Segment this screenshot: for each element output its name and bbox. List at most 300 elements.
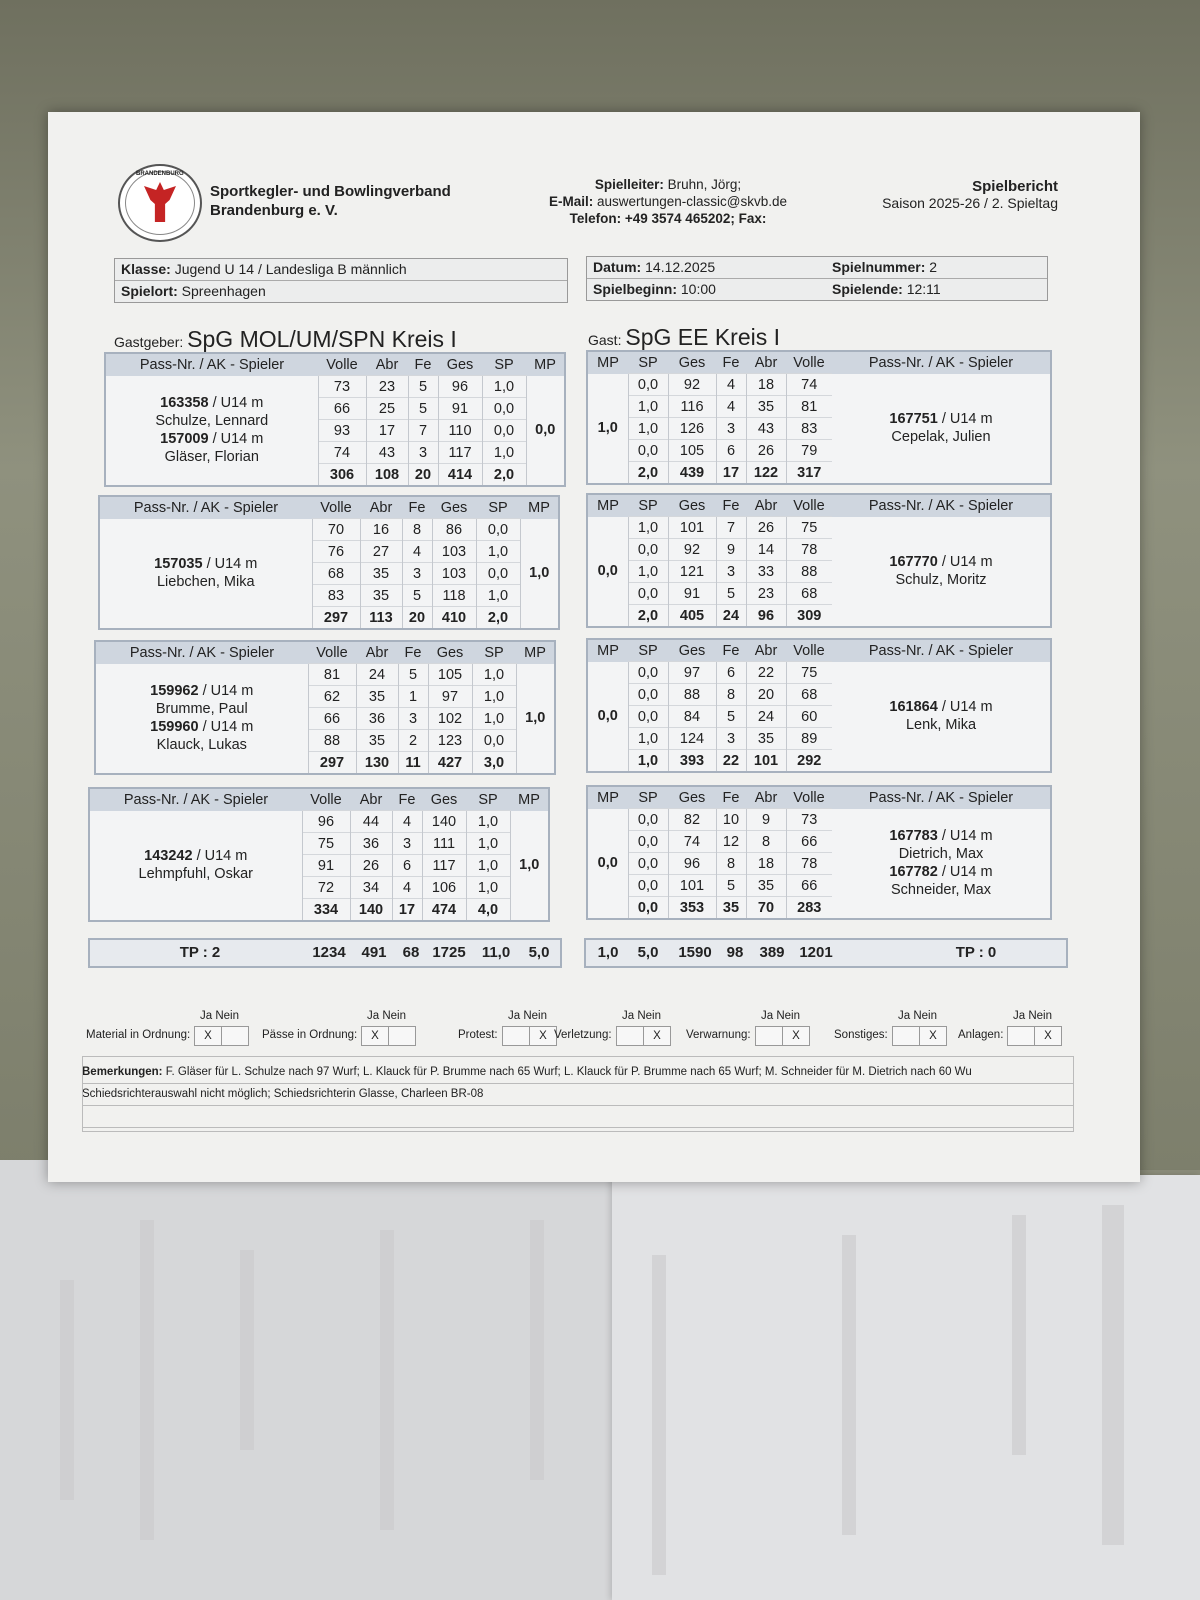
- column-header: Pass-Nr. / AK - Spieler: [832, 639, 1051, 662]
- score-cell: 101: [746, 750, 786, 773]
- score-cell: 130: [356, 752, 398, 775]
- column-header: Pass-Nr. / AK - Spieler: [832, 351, 1051, 374]
- score-cell: 88: [668, 684, 716, 706]
- ja-nein-header: Ja Nein: [898, 1010, 937, 1022]
- column-header: Ges: [432, 496, 476, 519]
- score-cell: 105: [668, 440, 716, 462]
- score-cell: 393: [668, 750, 716, 773]
- score-cell: 1: [398, 686, 428, 708]
- column-header: MP: [587, 786, 628, 809]
- score-cell: 35: [746, 875, 786, 897]
- score-cell: 103: [432, 541, 476, 563]
- column-header: SP: [482, 353, 526, 376]
- column-header: SP: [466, 788, 510, 811]
- score-cell: 102: [428, 708, 472, 730]
- column-header: MP: [526, 353, 565, 376]
- score-cell: 0,0: [482, 398, 526, 420]
- score-sheet: [48, 112, 1140, 1182]
- score-cell: 1,0: [628, 517, 668, 539]
- score-cell: 43: [366, 442, 408, 464]
- score-cell: 439: [668, 462, 716, 485]
- column-header: Abr: [360, 496, 402, 519]
- score-cell: 1,0: [472, 686, 516, 708]
- score-cell: 427: [428, 752, 472, 775]
- nein-checkbox[interactable]: X: [643, 1026, 671, 1046]
- score-cell: 5: [408, 398, 438, 420]
- player-line: Gläser, Florian: [164, 449, 259, 466]
- ja-nein-header: Ja Nein: [622, 1010, 661, 1022]
- pass-number: 159960: [150, 719, 199, 736]
- score-cell: 0,0: [476, 519, 520, 541]
- home-block-3: [94, 640, 556, 775]
- player-line: Lehmpfuhl, Oskar: [138, 866, 253, 883]
- score-cell: 35: [716, 897, 746, 920]
- score-cell: 68: [786, 583, 832, 605]
- score-row: [105, 376, 565, 398]
- score-cell: 116: [668, 396, 716, 418]
- score-cell: 20: [408, 464, 438, 487]
- score-cell: 5: [716, 875, 746, 897]
- score-cell: 70: [746, 897, 786, 920]
- score-cell: 1,0: [628, 728, 668, 750]
- score-cell: 92: [668, 539, 716, 561]
- guest-match-points: 1,0: [597, 420, 618, 437]
- score-cell: 5: [398, 664, 428, 686]
- score-cell: 2,0: [628, 462, 668, 485]
- score-row: [89, 811, 549, 833]
- score-cell: 283: [786, 897, 832, 920]
- ja-checkbox[interactable]: X: [361, 1026, 389, 1046]
- guest-players: [832, 374, 1051, 485]
- organization-name: Sportkegler- und Bowlingverband Brandenburg e. V.: [210, 183, 451, 219]
- score-cell: 353: [668, 897, 716, 920]
- score-cell: 66: [318, 398, 366, 420]
- guest-match-points: 0,0: [597, 855, 618, 872]
- column-header: Fe: [716, 786, 746, 809]
- player-line: 157009 / U14 m: [160, 431, 264, 448]
- ja-checkbox[interactable]: [892, 1026, 920, 1046]
- score-cell: 4: [716, 396, 746, 418]
- date-time-box: Datum: 14.12.2025 Spielnummer: 2 Spielbeginn: 10:00 Spielende: 12:11: [586, 256, 1048, 301]
- score-cell: 78: [786, 539, 832, 561]
- home-players: [89, 811, 302, 922]
- score-cell: 26: [350, 855, 392, 877]
- score-cell: 1,0: [472, 664, 516, 686]
- score-cell: 2,0: [628, 605, 668, 628]
- guest-team-title: Gast: SpG EE Kreis I: [588, 324, 781, 350]
- guest-match-points: 0,0: [597, 708, 618, 725]
- pass-number: 159962: [150, 683, 199, 700]
- score-cell: 66: [308, 708, 356, 730]
- column-header: Fe: [392, 788, 422, 811]
- score-cell: 1,0: [466, 811, 510, 833]
- report-title: Spielbericht Saison 2025-26 / 2. Spieltag: [882, 178, 1058, 211]
- score-cell: 89: [786, 728, 832, 750]
- column-header: Ges: [668, 351, 716, 374]
- score-cell: 3: [716, 418, 746, 440]
- score-cell: 35: [746, 396, 786, 418]
- column-header: Volle: [786, 494, 832, 517]
- home-block-1: [104, 352, 566, 487]
- score-cell: 110: [438, 420, 482, 442]
- player-line: 157035 / U14 m: [154, 556, 258, 573]
- guest-block-1: [586, 350, 1052, 485]
- score-cell: 81: [786, 396, 832, 418]
- column-header: Fe: [716, 494, 746, 517]
- score-cell: 75: [786, 662, 832, 684]
- score-cell: 126: [668, 418, 716, 440]
- score-cell: 9: [716, 539, 746, 561]
- remarks-section: [82, 1062, 1074, 1128]
- score-cell: 10: [716, 809, 746, 831]
- score-cell: 101: [668, 517, 716, 539]
- score-cell: 18: [746, 853, 786, 875]
- check-label: Material in Ordnung:: [86, 1029, 191, 1041]
- ja-nein-header: Ja Nein: [367, 1010, 406, 1022]
- score-cell: 26: [746, 517, 786, 539]
- score-cell: 124: [668, 728, 716, 750]
- score-cell: 34: [350, 877, 392, 899]
- player-line: 167783 / U14 m: [889, 828, 993, 845]
- home-players: [99, 519, 312, 630]
- column-header: Pass-Nr. / AK - Spieler: [832, 786, 1051, 809]
- pass-number: 143242: [144, 848, 193, 865]
- score-row: [99, 519, 559, 541]
- column-header: Abr: [746, 786, 786, 809]
- score-cell: 24: [716, 605, 746, 628]
- score-cell: 2,0: [482, 464, 526, 487]
- ja-checkbox[interactable]: X: [194, 1026, 222, 1046]
- score-cell: 3: [402, 563, 432, 585]
- player-line: Brumme, Paul: [155, 701, 248, 718]
- class-location-box: Klasse: Jugend U 14 / Landesliga B männlich Spielort: Spreenhagen: [114, 258, 568, 303]
- score-cell: 35: [746, 728, 786, 750]
- column-header: MP: [587, 639, 628, 662]
- score-cell: 97: [428, 686, 472, 708]
- score-cell: 22: [746, 662, 786, 684]
- score-cell: 91: [302, 855, 350, 877]
- score-cell: 103: [432, 563, 476, 585]
- nein-checkbox[interactable]: X: [782, 1026, 810, 1046]
- score-cell: 35: [356, 686, 398, 708]
- score-cell: 297: [308, 752, 356, 775]
- game-leader-contact: Spielleiter: Bruhn, Jörg; E-Mail: auswertungen-classic@skvb.de Telefon: +49 3574 465202; Fax:: [548, 177, 788, 226]
- nein-checkbox[interactable]: X: [919, 1026, 947, 1046]
- score-cell: 117: [422, 855, 466, 877]
- guest-block-4: [586, 785, 1052, 920]
- column-header: SP: [472, 641, 516, 664]
- score-cell: 96: [438, 376, 482, 398]
- score-cell: 22: [716, 750, 746, 773]
- score-cell: 0,0: [628, 875, 668, 897]
- column-header: Fe: [402, 496, 432, 519]
- underlying-paper-left: [0, 1160, 615, 1600]
- score-cell: 18: [746, 374, 786, 396]
- ja-nein-header: Ja Nein: [1013, 1010, 1052, 1022]
- score-cell: 66: [786, 875, 832, 897]
- score-cell: 1,0: [476, 585, 520, 607]
- score-cell: 1,0: [628, 396, 668, 418]
- column-header: Fe: [716, 351, 746, 374]
- column-header: SP: [628, 351, 668, 374]
- score-cell: 0,0: [472, 730, 516, 752]
- score-cell: 35: [360, 585, 402, 607]
- score-cell: 410: [432, 607, 476, 630]
- score-cell: 1,0: [476, 541, 520, 563]
- home-match-points: 1,0: [520, 519, 559, 630]
- score-cell: 96: [302, 811, 350, 833]
- score-cell: 111: [422, 833, 466, 855]
- score-cell: 3: [408, 442, 438, 464]
- score-cell: 306: [318, 464, 366, 487]
- score-cell: 0,0: [628, 831, 668, 853]
- column-header: MP: [587, 351, 628, 374]
- score-cell: 101: [668, 875, 716, 897]
- score-cell: 24: [356, 664, 398, 686]
- score-cell: 6: [716, 662, 746, 684]
- score-cell: 11: [398, 752, 428, 775]
- column-header: Fe: [716, 639, 746, 662]
- score-cell: 96: [746, 605, 786, 628]
- score-cell: 1,0: [482, 376, 526, 398]
- column-header: Abr: [350, 788, 392, 811]
- column-header: MP: [587, 494, 628, 517]
- score-cell: 0,0: [628, 374, 668, 396]
- guest-players: [832, 517, 1051, 628]
- score-cell: 0,0: [476, 563, 520, 585]
- nein-checkbox[interactable]: X: [1034, 1026, 1062, 1046]
- score-cell: 1,0: [482, 442, 526, 464]
- ja-nein-header: Ja Nein: [508, 1010, 547, 1022]
- score-cell: 0,0: [482, 420, 526, 442]
- column-header: Abr: [746, 494, 786, 517]
- home-match-points: 1,0: [516, 664, 555, 775]
- column-header: SP: [628, 786, 668, 809]
- home-players: [95, 664, 308, 775]
- score-cell: 1,0: [628, 750, 668, 773]
- score-cell: 8: [716, 684, 746, 706]
- check-label: Verwarnung:: [686, 1029, 751, 1041]
- column-header: SP: [628, 639, 668, 662]
- score-cell: 68: [786, 684, 832, 706]
- score-cell: 0,0: [628, 684, 668, 706]
- player-line: Schulz, Moritz: [895, 572, 987, 589]
- column-header: Volle: [302, 788, 350, 811]
- player-line: 143242 / U14 m: [144, 848, 248, 865]
- column-header: Pass-Nr. / AK - Spieler: [105, 353, 318, 376]
- association-logo: BRANDENBURG: [118, 164, 202, 242]
- score-cell: 24: [746, 706, 786, 728]
- ja-checkbox[interactable]: [616, 1026, 644, 1046]
- player-line: 159960 / U14 m: [150, 719, 254, 736]
- pass-number: 167783: [889, 828, 938, 845]
- score-cell: 0,0: [628, 897, 668, 920]
- score-row: [587, 374, 1051, 396]
- player-line: 161864 / U14 m: [889, 699, 993, 716]
- score-cell: 8: [716, 853, 746, 875]
- score-cell: 118: [432, 585, 476, 607]
- score-cell: 1,0: [628, 561, 668, 583]
- player-line: 167751 / U14 m: [889, 411, 993, 428]
- score-cell: 17: [392, 899, 422, 922]
- column-header: Pass-Nr. / AK - Spieler: [95, 641, 308, 664]
- pass-number: 163358: [160, 395, 209, 412]
- column-header: SP: [476, 496, 520, 519]
- score-cell: 1,0: [466, 833, 510, 855]
- score-cell: 2: [398, 730, 428, 752]
- column-header: MP: [510, 788, 549, 811]
- score-row: [587, 517, 1051, 539]
- ja-checkbox[interactable]: [502, 1026, 530, 1046]
- check-label: Pässe in Ordnung:: [262, 1029, 358, 1041]
- home-block-2: [98, 495, 560, 630]
- ja-checkbox[interactable]: [1007, 1026, 1035, 1046]
- score-cell: 74: [786, 374, 832, 396]
- score-cell: 3: [398, 708, 428, 730]
- score-cell: 6: [716, 440, 746, 462]
- player-line: Cepelak, Julien: [891, 429, 991, 446]
- score-cell: 16: [360, 519, 402, 541]
- score-cell: 26: [746, 440, 786, 462]
- score-cell: 106: [422, 877, 466, 899]
- score-cell: 474: [422, 899, 466, 922]
- score-cell: 405: [668, 605, 716, 628]
- score-cell: 3: [392, 833, 422, 855]
- score-cell: 79: [786, 440, 832, 462]
- guest-block-2: [586, 493, 1052, 628]
- check-label: Anlagen:: [958, 1029, 1004, 1041]
- score-cell: 8: [746, 831, 786, 853]
- score-cell: 97: [668, 662, 716, 684]
- home-block-4: [88, 787, 550, 922]
- score-cell: 25: [366, 398, 408, 420]
- home-players: [105, 376, 318, 487]
- player-line: 167782 / U14 m: [889, 864, 993, 881]
- score-cell: 317: [786, 462, 832, 485]
- score-cell: 17: [716, 462, 746, 485]
- score-cell: 74: [318, 442, 366, 464]
- check-label: Verletzung:: [554, 1029, 612, 1041]
- score-cell: 35: [356, 730, 398, 752]
- score-cell: 4: [392, 877, 422, 899]
- player-line: Liebchen, Mika: [156, 574, 255, 591]
- pass-number: 167751: [889, 411, 938, 428]
- home-team-title: Gastgeber: SpG MOL/UM/SPN Kreis I: [114, 326, 457, 352]
- score-cell: 44: [350, 811, 392, 833]
- score-cell: 123: [428, 730, 472, 752]
- score-cell: 1,0: [466, 877, 510, 899]
- column-header: Volle: [786, 786, 832, 809]
- pass-number: 157009: [160, 431, 209, 448]
- score-cell: 3,0: [472, 752, 516, 775]
- score-cell: 4: [402, 541, 432, 563]
- player-line: Schneider, Max: [891, 882, 991, 899]
- score-cell: 20: [402, 607, 432, 630]
- column-header: Pass-Nr. / AK - Spieler: [89, 788, 302, 811]
- guest-team-points: TP : 0: [955, 944, 997, 961]
- score-cell: 88: [786, 561, 832, 583]
- player-line: Dietrich, Max: [898, 846, 984, 863]
- score-cell: 91: [438, 398, 482, 420]
- score-cell: 83: [786, 418, 832, 440]
- column-header: Ges: [428, 641, 472, 664]
- column-header: Volle: [786, 351, 832, 374]
- score-row: [587, 662, 1051, 684]
- score-cell: 74: [668, 831, 716, 853]
- nein-checkbox[interactable]: [388, 1026, 416, 1046]
- pass-number: 157035: [154, 556, 203, 573]
- score-cell: 122: [746, 462, 786, 485]
- score-cell: 121: [668, 561, 716, 583]
- player-line: 159962 / U14 m: [150, 683, 254, 700]
- score-cell: 117: [438, 442, 482, 464]
- score-cell: 2,0: [476, 607, 520, 630]
- column-header: Ges: [668, 786, 716, 809]
- column-header: Ges: [422, 788, 466, 811]
- column-header: Ges: [438, 353, 482, 376]
- score-cell: 23: [746, 583, 786, 605]
- column-header: Pass-Nr. / AK - Spieler: [99, 496, 312, 519]
- score-cell: 0,0: [628, 662, 668, 684]
- score-cell: 12: [716, 831, 746, 853]
- score-cell: 88: [308, 730, 356, 752]
- home-match-points: 1,0: [510, 811, 549, 922]
- score-cell: 92: [668, 374, 716, 396]
- pass-number: 161864: [889, 699, 938, 716]
- score-cell: 3: [716, 561, 746, 583]
- score-cell: 68: [312, 563, 360, 585]
- score-cell: 1,0: [466, 855, 510, 877]
- nein-checkbox[interactable]: [221, 1026, 249, 1046]
- score-cell: 33: [746, 561, 786, 583]
- score-cell: 86: [432, 519, 476, 541]
- score-cell: 73: [318, 376, 366, 398]
- pass-number: 167770: [889, 554, 938, 571]
- player-line: Klauck, Lukas: [156, 737, 247, 754]
- score-cell: 334: [302, 899, 350, 922]
- column-header: Abr: [366, 353, 408, 376]
- column-header: Volle: [312, 496, 360, 519]
- home-team-points: TP : 2: [179, 944, 221, 961]
- score-cell: 4,0: [466, 899, 510, 922]
- score-cell: 91: [668, 583, 716, 605]
- ja-checkbox[interactable]: [755, 1026, 783, 1046]
- home-totals: TP : 2 1234 491 68 1725 11,0 5,0: [88, 938, 562, 968]
- score-cell: 1,0: [628, 418, 668, 440]
- column-header: Fe: [398, 641, 428, 664]
- score-cell: 5: [408, 376, 438, 398]
- score-cell: 140: [350, 899, 392, 922]
- score-cell: 78: [786, 853, 832, 875]
- guest-totals: 1,0 5,0 1590 98 389 1201 TP : 0: [584, 938, 1068, 968]
- nein-checkbox[interactable]: X: [529, 1026, 557, 1046]
- score-cell: 62: [308, 686, 356, 708]
- score-row: [587, 809, 1051, 831]
- score-cell: 0,0: [628, 809, 668, 831]
- score-cell: 70: [312, 519, 360, 541]
- score-cell: 36: [356, 708, 398, 730]
- score-cell: 75: [786, 517, 832, 539]
- score-cell: 20: [746, 684, 786, 706]
- score-cell: 1,0: [472, 708, 516, 730]
- score-cell: 9: [746, 809, 786, 831]
- score-cell: 82: [668, 809, 716, 831]
- score-cell: 75: [302, 833, 350, 855]
- score-cell: 72: [302, 877, 350, 899]
- player-line: 167770 / U14 m: [889, 554, 993, 571]
- remarks-line-1: Bemerkungen: F. Gläser für L. Schulze nach 97 Wurf; L. Klauck für P. Brumme nach 65 Wurf; L. Klauck für P. Brumme nach 65 Wurf; M. Schneider für M. Dietrich nach 60 Wu: [82, 1062, 1074, 1084]
- score-cell: 0,0: [628, 440, 668, 462]
